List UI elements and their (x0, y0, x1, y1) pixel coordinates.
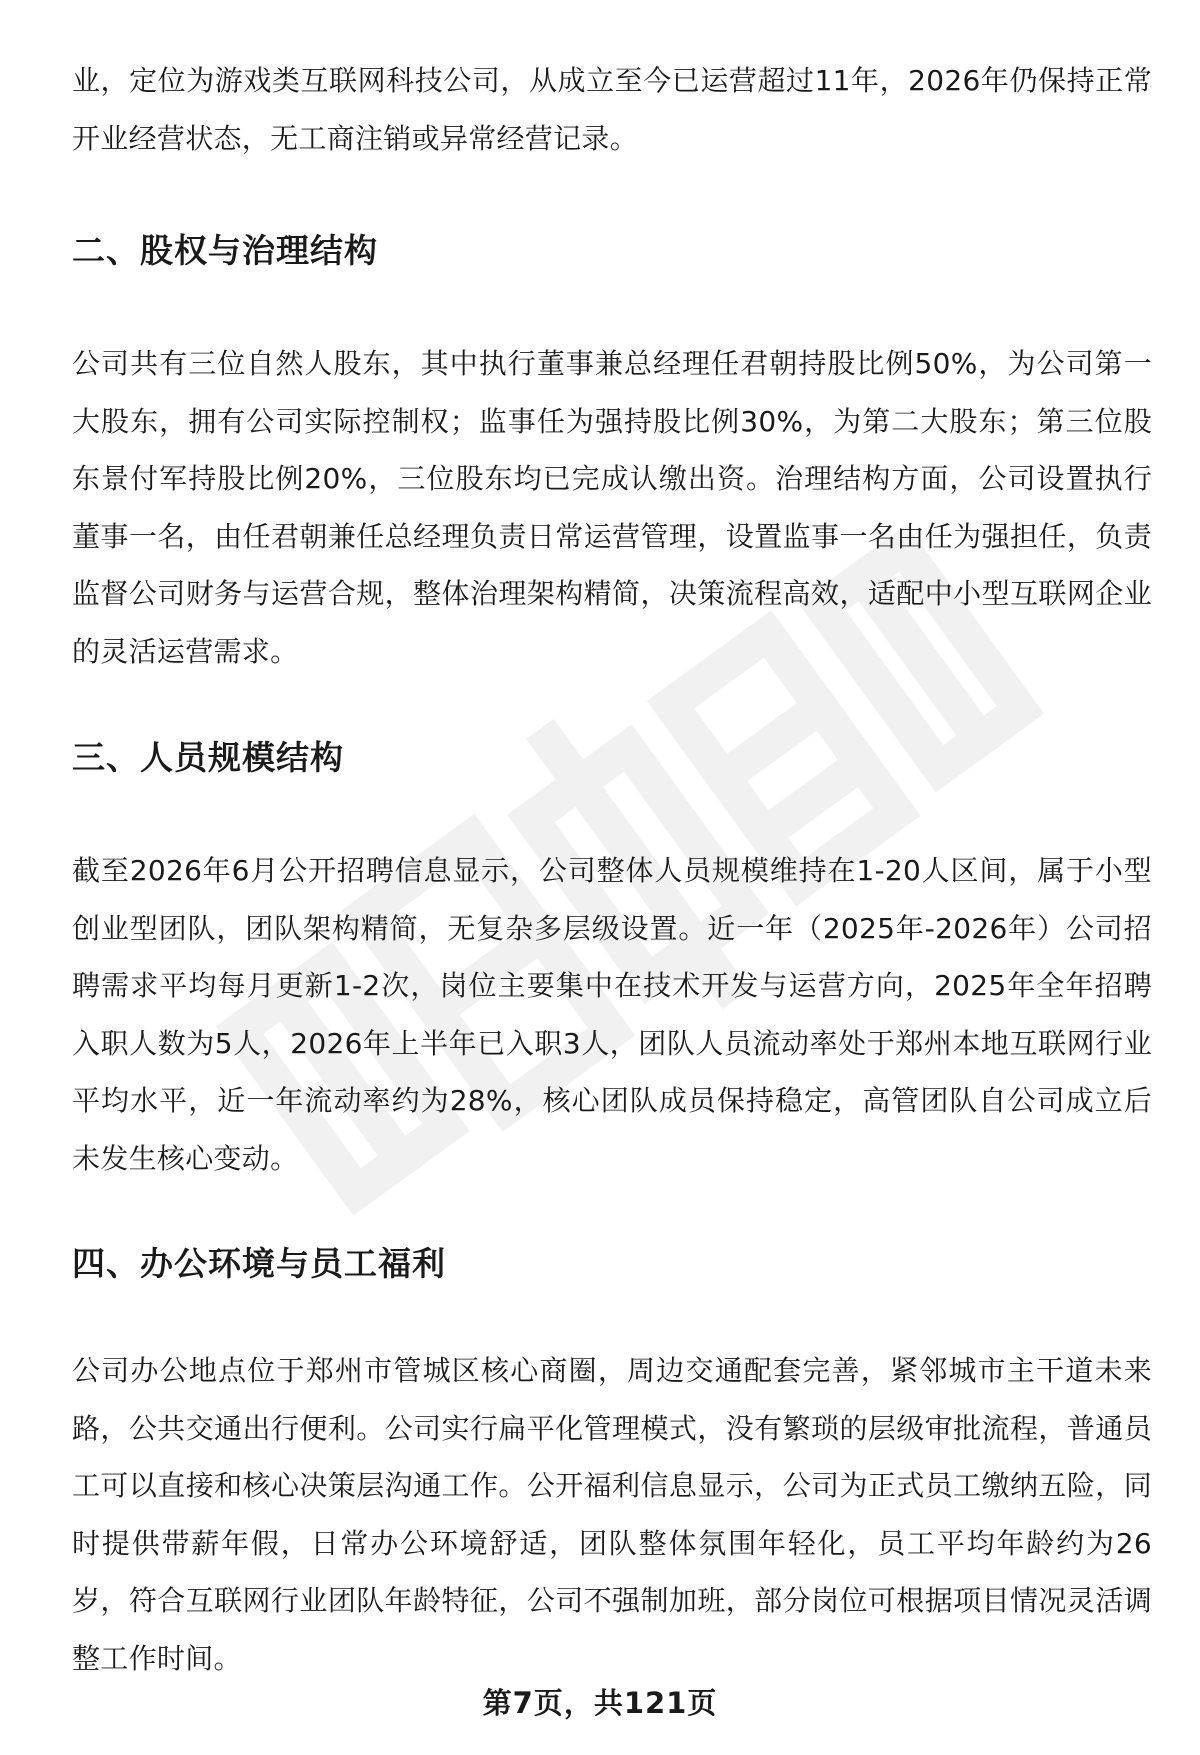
paragraph-office-benefits: 公司办公地点位于郑州市管城区核心商圈，周边交通配套完善，紧邻城市主干道未来路，公共交通出行便利。公司实行扁平化管理模式，没有繁琐的层级审批流程，普通员工可以直接和核心决策层沟通工作。公开福利信息显示，公司为正式员工缴纳五险，同时提供带薪年假，日常办公环境舒适，团队整体氛围年轻化，员工平均年龄约为26岁，符合互联网行业团队年龄特征，公司不强制加班，部分岗位可根据项目情况灵活调整工作时间。 (72, 1354, 1152, 1675)
section-heading-staff-structure: 三、人员规模结构 (72, 738, 344, 777)
page-number-footer: 第7页，共121页 (482, 1686, 718, 1720)
paragraph-equity-governance: 公司共有三位自然人股东，其中执行董事兼总经理任君朝持股比例50%，为公司第一大股东，拥有公司实际控制权；监事任为强持股比例30%，为第二大股东；第三位股东景付军持股比例20%，三位股东均已完成认缴出资。治理结构方面，公司设置执行董事一名，由任君朝兼任总经理负责日常运营管理，设置监事一名由任为强担任，负责监督公司财务与运营合规，整体治理架构精简，决策流程高效，适配中小型互联网企业的灵活运营需求。 (72, 347, 1152, 668)
paragraph-staff-structure: 截至2026年6月公开招聘信息显示，公司整体人员规模维持在1-20人区间，属于小型创业型团队，团队架构精简，无复杂多层级设置。近一年（2025年-2026年）公司招聘需求平均每月更新1-2次，岗位主要集中在技术开发与运营方向，2025年全年招聘入职人数为5人，2026年上半年已入职3人，团队人员流动率处于郑州本地互联网行业平均水平，近一年流动率约为28%，核心团队成员保持稳定，高管团队自公司成立后未发生核心变动。 (72, 854, 1152, 1175)
document-body (72, 52, 1152, 1687)
section-heading-office-benefits: 四、办公环境与员工福利 (72, 1244, 446, 1283)
section-heading-equity-governance: 二、股权与治理结构 (72, 231, 378, 270)
paragraph-company-overview-continued: 业，定位为游戏类互联网科技公司，从成立至今已运营超过11年，2026年仍保持正常开业经营状态，无工商注销或异常经营记录。 (72, 64, 1152, 155)
